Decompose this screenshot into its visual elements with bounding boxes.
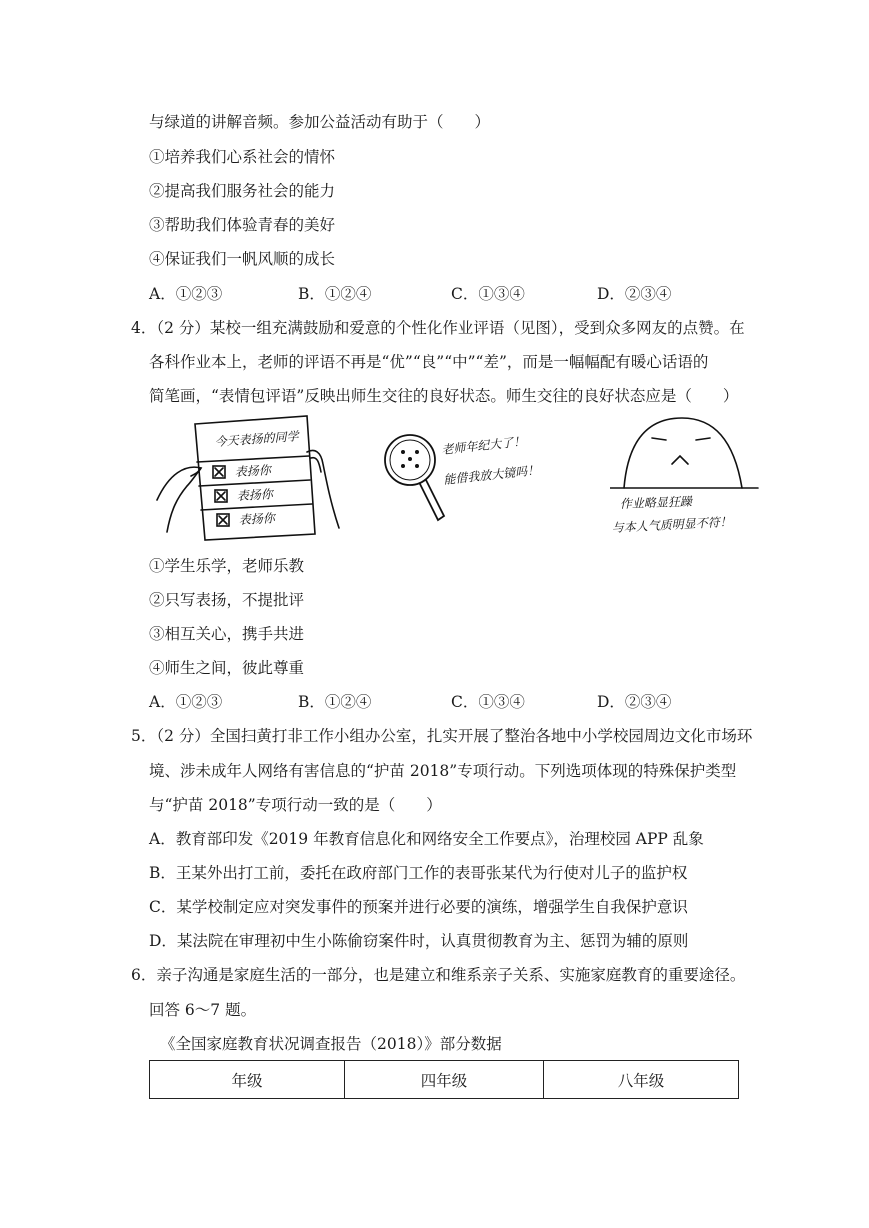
q3-item-1: ①培养我们心系社会的情怀 — [149, 148, 336, 166]
table-header-grade-8: 八年级 — [544, 1061, 739, 1099]
magnifier-dots-icon — [401, 450, 419, 468]
face-caption-1: 作业略显狂躁 — [619, 494, 693, 511]
q5-stem-line-3: 与“护苗 2018”专项行动一致的是（ ） — [149, 796, 442, 814]
checklist-row-2: 表扬你 — [236, 487, 274, 503]
q3-option-c: C．①③④ — [451, 285, 525, 303]
q3-item-4: ④保证我们一帆风顺的成长 — [149, 250, 336, 268]
q5-option-c: C．某学校制定应对突发事件的预案并进行必要的演练，增强学生自我保护意识 — [149, 898, 688, 916]
q4-stem-line-2: 各科作业本上，老师的评语不再是“优”“良”“中”“差”，而是一幅幅配有暖心话语的 — [149, 353, 709, 371]
q4-option-c: C．①③④ — [451, 693, 525, 711]
praise-checklist-drawing — [155, 412, 340, 544]
q3-option-b: B．①②④ — [298, 285, 372, 303]
face-mound-drawing — [610, 412, 785, 540]
q4-option-a: A．①②③ — [149, 693, 223, 711]
checklist-title: 今天表扬的同学 — [214, 429, 300, 449]
table-header-grade: 年级 — [150, 1061, 345, 1099]
magnifier-caption-2: 能借我放大镜吗！ — [442, 463, 540, 487]
checklist-row-1: 表扬你 — [234, 463, 272, 479]
q4-item-1: ①学生乐学，老师乐教 — [149, 557, 305, 575]
q3-option-d: D．②③④ — [597, 285, 672, 303]
table-row — [150, 1061, 739, 1099]
q6-stem-line-1: 6．亲子沟通是家庭生活的一部分，也是建立和维系亲子关系、实施家庭教育的重要途径。 — [131, 966, 746, 984]
q5-option-b: B．王某外出打工前，委托在政府部门工作的表哥张某代为行使对儿子的监护权 — [149, 864, 688, 882]
survey-data-table — [149, 1060, 739, 1099]
q3-stem-tail: 与绿道的讲解音频。参加公益活动有助于（ ） — [149, 113, 491, 131]
magnifier-caption-1: 老师年纪大了！ — [440, 434, 526, 457]
q4-stem-line-1: 4．（2 分）某校一组充满鼓励和爱意的个性化作业评语（见图），受到众多网友的点赞。在 — [131, 319, 745, 337]
checklist-row-3: 表扬你 — [238, 511, 276, 527]
q6-table-caption: 《全国家庭教育状况调查报告（2018）》部分数据 — [160, 1035, 502, 1053]
q4-item-2: ②只写表扬，不提批评 — [149, 591, 305, 609]
table-header-grade-4: 四年级 — [345, 1061, 544, 1099]
q6-stem-line-2: 回答 6～7 题。 — [149, 1001, 257, 1019]
q4-option-d: D．②③④ — [597, 693, 672, 711]
q3-item-2: ②提高我们服务社会的能力 — [149, 182, 336, 200]
q4-option-b: B．①②④ — [298, 693, 372, 711]
q5-option-a: A．教育部印发《2019 年教育信息化和网络安全工作要点》，治理校园 APP 乱象 — [149, 830, 704, 848]
q4-item-4: ④师生之间，彼此尊重 — [149, 659, 305, 677]
q3-option-a: A．①②③ — [149, 285, 223, 303]
q5-stem-line-2: 境、涉未成年人网络有害信息的“护苗 2018”专项行动。下列选项体现的特殊保护类型 — [149, 762, 737, 780]
q5-option-d: D．某法院在审理初中生小陈偷窃案件时，认真贯彻教育为主、惩罚为辅的原则 — [149, 932, 689, 950]
q4-stem-line-3: 简笔画，“表情包评语”反映出师生交往的良好状态。师生交往的良好状态应是（ ） — [149, 387, 739, 405]
magnifier-drawing — [378, 424, 578, 532]
q3-item-3: ③帮助我们体验青春的美好 — [149, 216, 336, 234]
q4-item-3: ③相互关心，携手共进 — [149, 625, 305, 643]
face-caption-2: 与本人气质明显不符！ — [611, 514, 733, 535]
q5-stem-line-1: 5．（2 分）全国扫黄打非工作小组办公室，扎实开展了整治各地中小学校园周边文化市场环 — [131, 727, 753, 745]
